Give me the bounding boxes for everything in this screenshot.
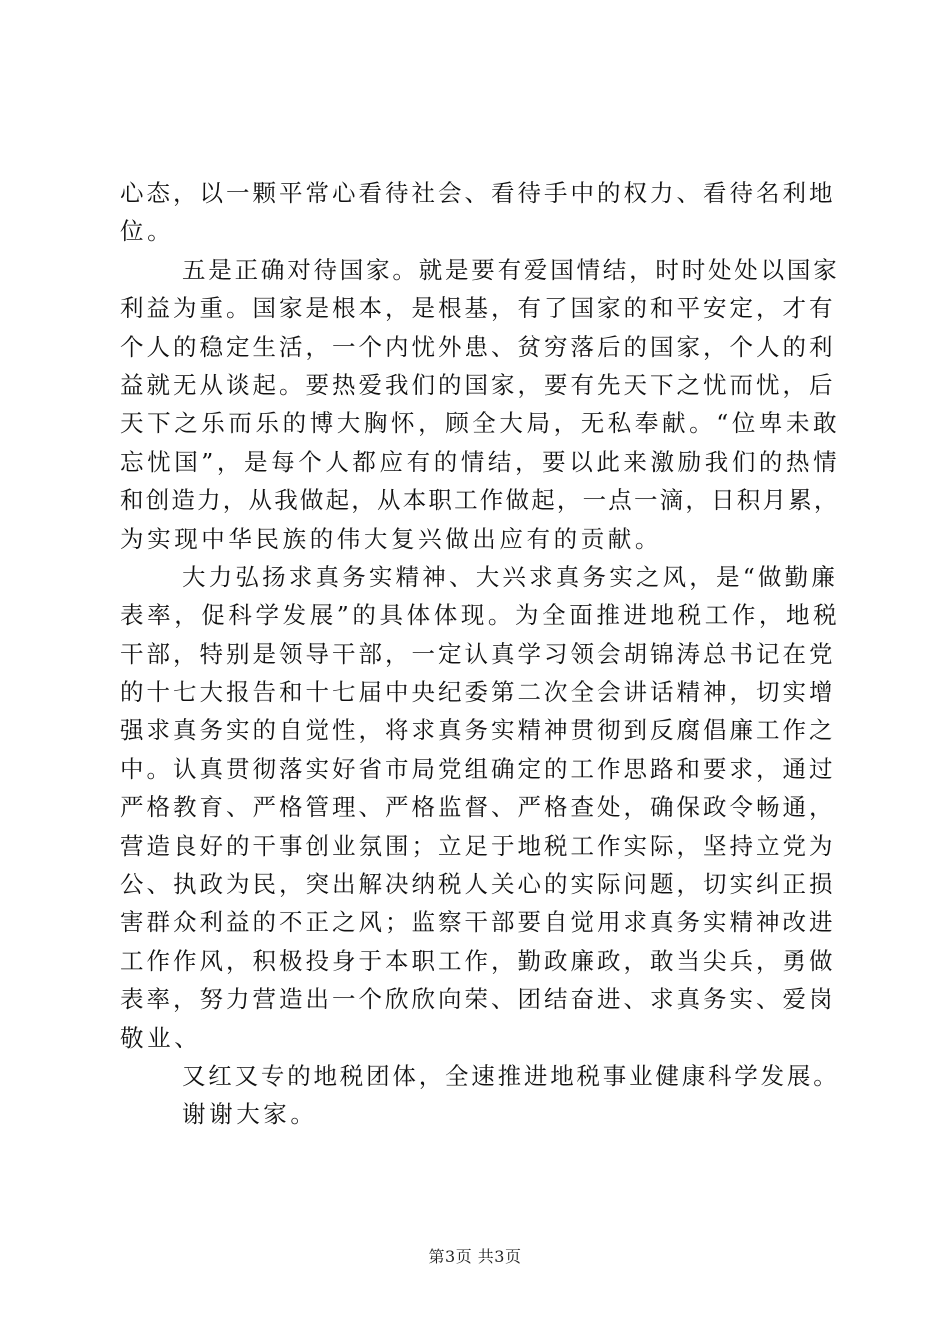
text-line: 大力弘扬求真务实精神、大兴求真务实之风，是“做勤廉 — [182, 562, 839, 591]
text-line: 公、执政为民，突出解决纳税人关心的实际问题，切实纠正损 — [120, 870, 836, 899]
text-line: 强求真务实的自觉性，将求真务实精神贯彻到反腐倡廉工作之 — [120, 716, 836, 745]
page-footer: 第3页 共3页 — [428, 1247, 522, 1266]
text-line: 谢谢大家。 — [182, 1100, 318, 1129]
text-line: 工作作风，积极投身于本职工作，勤政廉政，敢当尖兵，勇做 — [120, 946, 836, 975]
text-line: 为实现中华民族的伟大复兴做出应有的贡献。 — [120, 524, 662, 553]
text-line: 敬业、 — [120, 1023, 202, 1052]
text-line: 害群众利益的不正之风；监察干部要自觉用求真务实精神改进 — [120, 908, 836, 937]
text-line: 位。 — [120, 217, 175, 246]
text-line: 和创造力，从我做起，从本职工作做起，一点一滴，日积月累， — [120, 486, 840, 515]
text-line: 五是正确对待国家。就是要有爱国情结，时时处处以国家 — [182, 255, 840, 284]
text-line: 心态，以一颗平常心看待社会、看待手中的权力、看待名利地 — [120, 179, 836, 207]
text-line: 益就无从谈起。要热爱我们的国家，要有先天下之忧而忧，后 — [120, 370, 836, 399]
text-line: 天下之乐而乐的博大胸怀，顾全大局，无私奉献。“位卑未敢 — [120, 409, 841, 438]
text-line: 中。认真贯彻落实好省市局党组确定的工作思路和要求，通过 — [120, 754, 836, 783]
text-line: 个人的稳定生活，一个内忧外患、贫穷落后的国家，个人的利 — [120, 332, 836, 361]
text-line: 表率，努力营造出一个欣欣向荣、团结奋进、求真务实、爱岗 — [120, 985, 836, 1014]
text-line: 的十七大报告和十七届中央纪委第二次全会讲话精神，切实增 — [120, 678, 836, 707]
text-line: 忘忧国”，是每个人都应有的情结，要以此来激励我们的热情 — [120, 447, 841, 476]
text-line: 表率，促科学发展”的具体体现。为全面推进地税工作，地税 — [120, 601, 841, 630]
text-line: 营造良好的干事创业氛围；立足于地税工作实际，坚持立党为 — [120, 831, 836, 860]
text-line: 干部，特别是领导干部，一定认真学习领会胡锦涛总书记在党 — [120, 639, 836, 668]
text-line: 利益为重。国家是根本，是根基，有了国家的和平安定，才有 — [120, 294, 836, 323]
text-line: 又红又专的地税团体，全速推进地税事业健康科学发展。 — [182, 1061, 840, 1090]
text-line: 严格教育、严格管理、严格监督、严格查处，确保政令畅通， — [120, 793, 836, 822]
document-body — [120, 174, 840, 1134]
